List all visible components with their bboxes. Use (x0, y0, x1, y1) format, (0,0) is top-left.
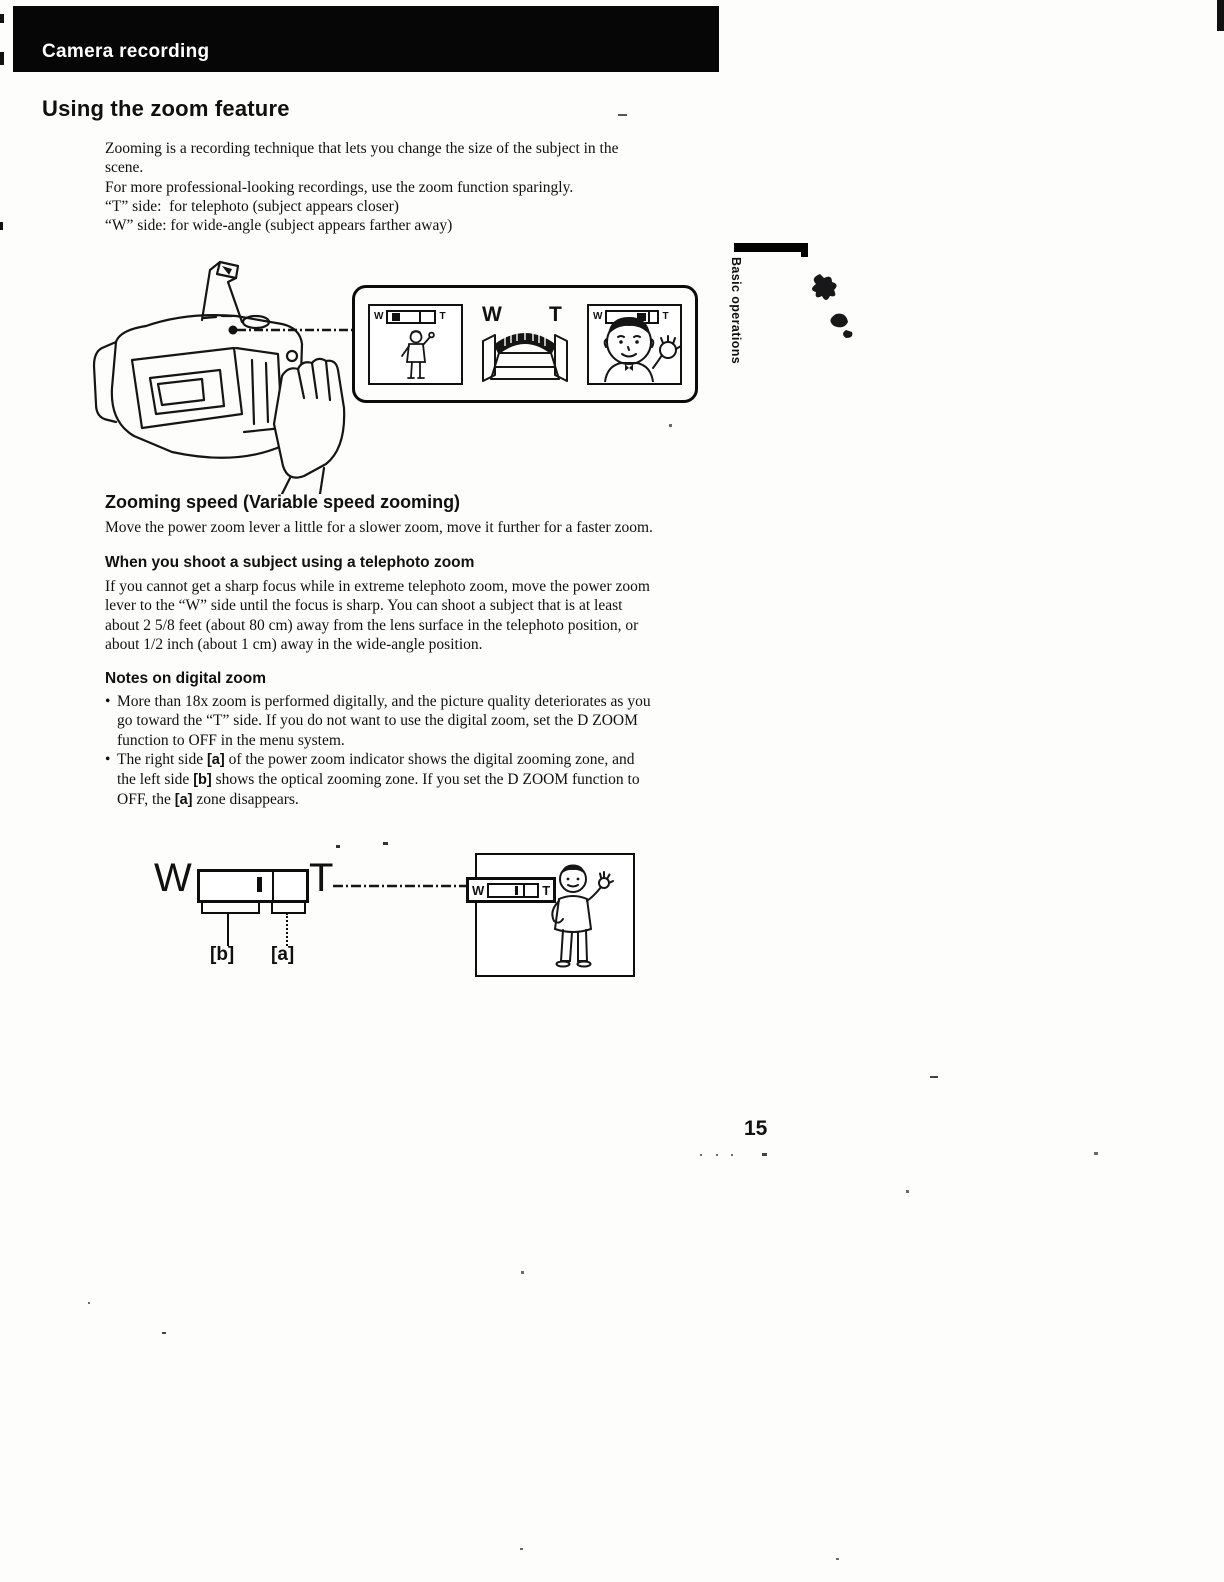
lever-w-label: W (482, 303, 502, 326)
scan-artifact (906, 1190, 909, 1193)
zoom-lever-drawing (483, 334, 567, 381)
scan-artifact (1094, 1152, 1098, 1155)
chapter-tab-bar (734, 243, 804, 252)
telephoto-line: about 1/2 inch (about 1 cm) away in the wide-angle position. (105, 635, 483, 653)
telephoto-paragraph (105, 577, 650, 654)
wide-shot-person (392, 328, 440, 382)
intro-line: scene. (105, 159, 144, 177)
notes-line: the left side [b] shows the optical zooming zone. If you set the D ZOOM function to (117, 771, 640, 789)
zoom-marker (392, 313, 400, 321)
t-label: T (439, 311, 446, 322)
ink-smudge (806, 264, 858, 344)
zoom-lever-panel (479, 301, 571, 387)
telephoto-line: If you cannot get a sharp focus while in extreme telephoto zoom, move the power zoom (105, 578, 650, 595)
notes-line: function to OFF in the menu system. (117, 731, 345, 749)
zoom-divider (419, 311, 421, 323)
intro-line: Zooming is a recording technique that lets you change the size of the subject in the (105, 140, 619, 157)
indicator-w-label: W (154, 856, 192, 900)
zone-a-ref: [a] (206, 751, 225, 768)
notes-bullet-2 (105, 750, 651, 770)
optical-zone-bracket (201, 903, 260, 914)
bullet-icon: • (105, 693, 111, 710)
intro-line: “T” side: for telephoto (subject appears closer) (105, 197, 399, 215)
intro-line: “W” side: for wide-angle (subject appears farther away) (105, 217, 453, 235)
section-header-bar (13, 6, 719, 72)
power-zoom-indicator-bar (197, 869, 309, 903)
scan-artifact (520, 1548, 523, 1550)
scan-artifact (731, 1154, 733, 1156)
zoom-position-tick (257, 877, 262, 892)
scan-artifact (0, 222, 3, 230)
page-title: Using the zoom feature (42, 96, 290, 121)
intro-line: For more professional-looking recordings, use the zoom function sparingly. (105, 178, 574, 196)
intro-paragraph (105, 139, 619, 235)
telephoto-line: lever to the “W” side until the focus is sharp. You can shoot a subject that is at least (105, 597, 623, 615)
inset-zoom-indicator (466, 877, 556, 903)
scan-artifact (930, 1076, 938, 1078)
scan-artifact (762, 1153, 767, 1156)
bullet-icon: • (105, 750, 111, 768)
zooming-speed-body: Move the power zoom lever a little for a slower zoom, move it further for a faster zoom. (105, 519, 653, 536)
chapter-tab-tip (801, 243, 808, 257)
optical-zone-stem (227, 913, 229, 946)
zoom-position-tick (515, 886, 518, 895)
telephoto-heading: When you shoot a subject using a telephoto zoom (105, 554, 475, 571)
w-label: W (472, 882, 485, 898)
zone-b-ref: [b] (193, 772, 212, 789)
scan-artifact (618, 114, 627, 116)
zone-a-ref: [a] (174, 792, 193, 809)
section-title: Camera recording (42, 41, 210, 62)
scan-artifact (162, 1332, 166, 1334)
notes-line: More than 18x zoom is performed digitally, and the picture quality deteriorates as you (117, 693, 651, 710)
tele-shot-panel (587, 304, 682, 385)
tele-shot-face (589, 308, 681, 382)
scan-artifact (521, 1271, 524, 1274)
zoom-track (386, 310, 436, 324)
chapter-tab-label: Basic operations (729, 257, 743, 365)
scan-artifact (669, 424, 672, 427)
w-label: W (593, 311, 603, 322)
inset-track-wrap (487, 883, 539, 898)
scan-artifact (700, 1154, 702, 1156)
scan-artifact (88, 1302, 90, 1304)
notes-line: go toward the “T” side. If you do not want to use the digital zoom, set the D ZOOM (117, 712, 638, 730)
notes-heading: Notes on digital zoom (105, 670, 267, 687)
scan-artifact (0, 14, 4, 23)
t-label: T (542, 882, 551, 898)
camcorder-illustration (86, 256, 358, 494)
scan-artifact (383, 842, 388, 845)
notes-list (105, 692, 651, 811)
wide-shot-panel (368, 304, 463, 385)
zone-divider (272, 872, 274, 900)
notes-line: OFF, the [a] zone disappears. (117, 791, 299, 809)
scan-artifact (716, 1154, 718, 1156)
digital-zone-label: [a] (271, 944, 295, 965)
t-label: T (662, 311, 669, 322)
page-number: 15 (744, 1117, 768, 1140)
zone-divider (523, 884, 525, 897)
wide-zoom-indicator (374, 310, 446, 324)
scan-artifact (836, 1558, 839, 1560)
lever-t-label: T (549, 303, 562, 326)
telephoto-line: about 2 5/8 feet (about 80 cm) away from the lens surface in the telephoto position, or (105, 616, 639, 634)
zoom-panels-box (352, 285, 698, 403)
digital-zone-stem (286, 913, 288, 946)
optical-zone-label: [b] (210, 944, 235, 965)
digital-zone-bracket (271, 903, 306, 914)
scan-artifact (0, 52, 4, 65)
viewfinder-frame (475, 853, 635, 977)
zoom-track (487, 883, 539, 898)
w-label: W (374, 311, 384, 322)
indicator-t-label: T (309, 856, 334, 900)
scan-artifact (1217, 0, 1224, 31)
notes-line: The right side [a] of the power zoom indicator shows the digital zooming zone, and (117, 750, 635, 768)
zooming-speed-heading: Zooming speed (Variable speed zooming) (105, 492, 461, 512)
scan-artifact (336, 845, 340, 848)
indicator-callout-line (333, 880, 469, 892)
notes-bullet-1 (105, 692, 651, 711)
zoom-lever-dot (229, 326, 238, 335)
